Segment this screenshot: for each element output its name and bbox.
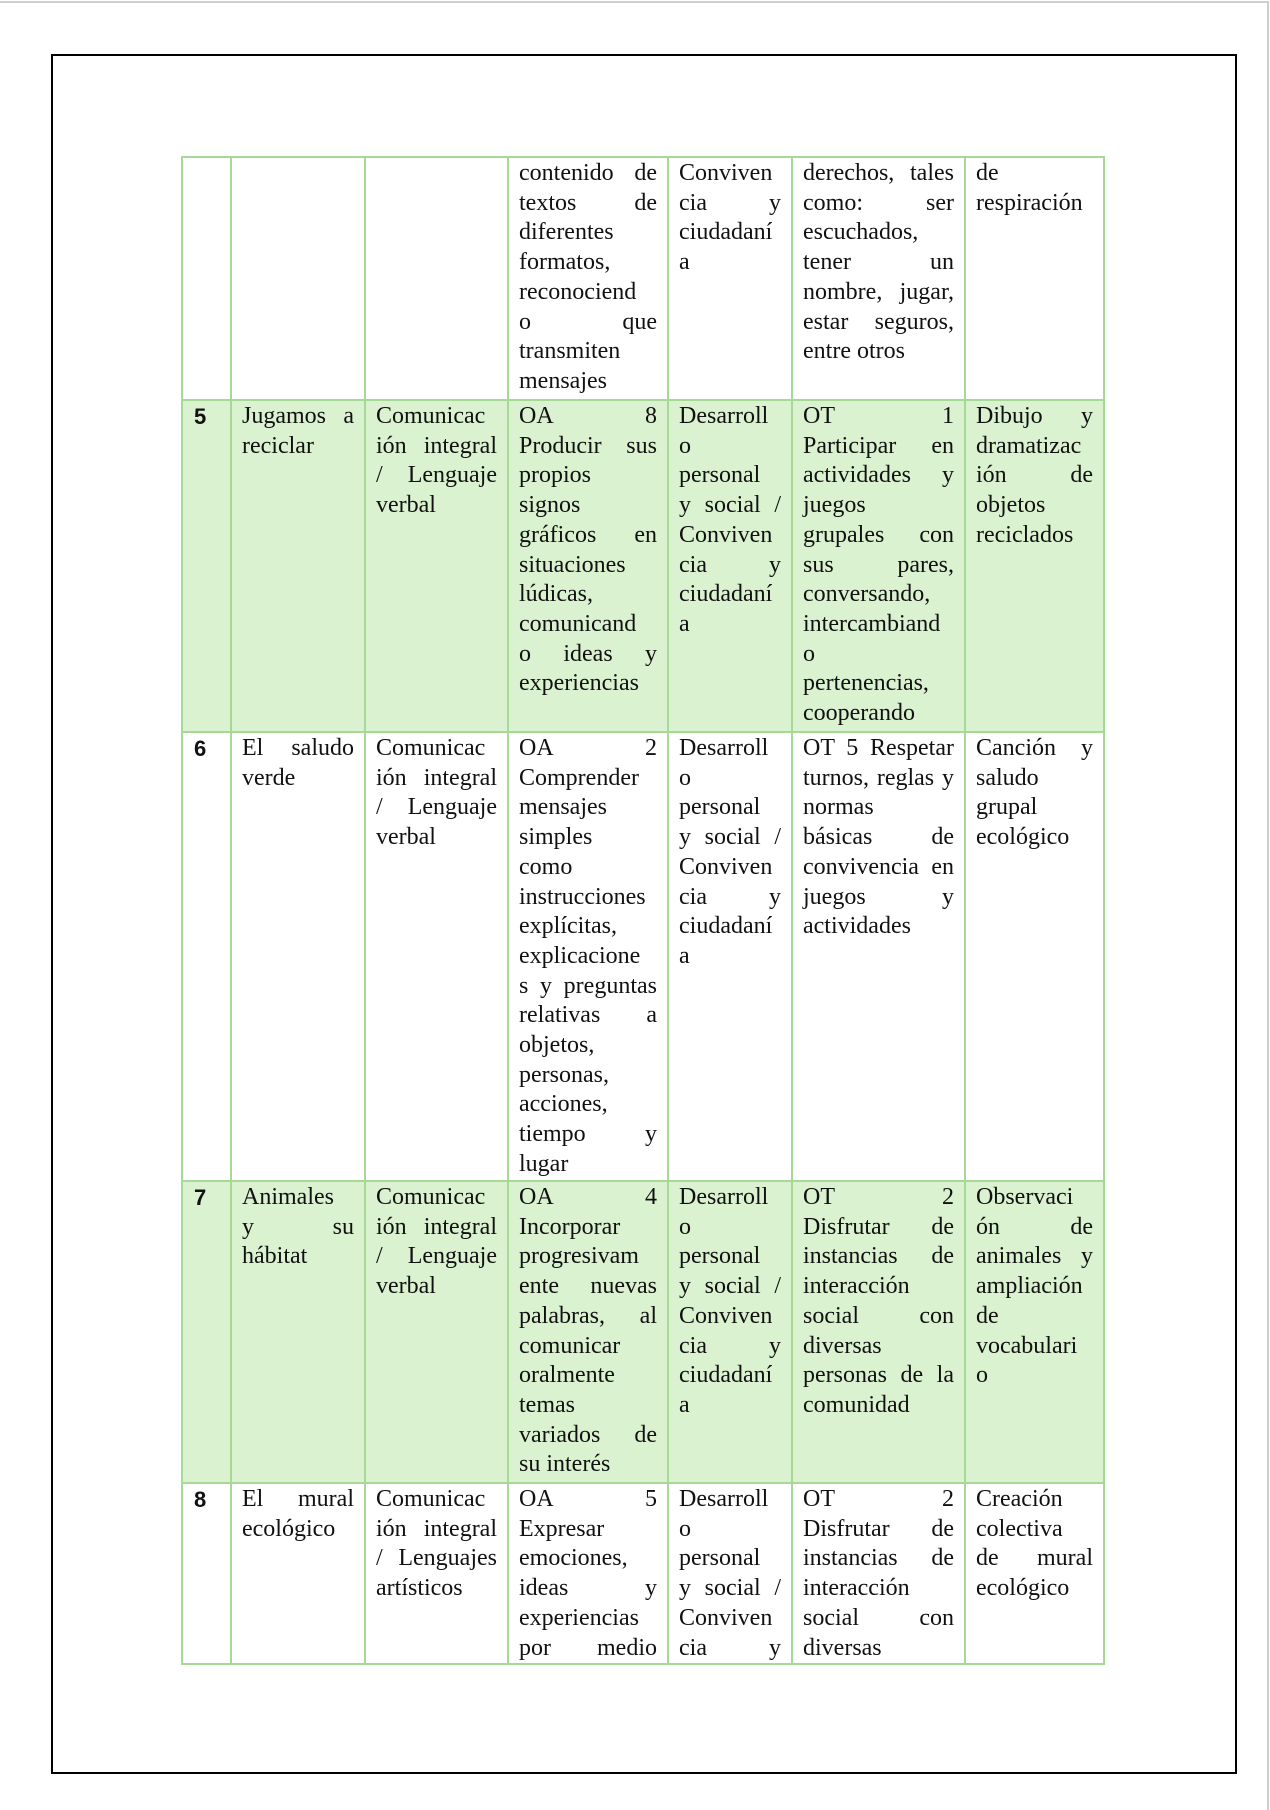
cell-text-line: ampliación [976, 1273, 1083, 1300]
cell-text-line: Comunicac [376, 735, 486, 761]
cell-text-line: Desarroll [679, 1486, 769, 1512]
cell-text-line: diferentes [519, 219, 614, 246]
cell-text-line: propios [519, 462, 591, 489]
cell-text-line: verbal [376, 492, 436, 519]
cell-text-line: artísticos [376, 1575, 463, 1602]
cell-text-line: diversas [803, 1332, 882, 1359]
cell-text-line: como [519, 853, 573, 880]
strategy-cell [965, 732, 1104, 1181]
cell-text-line: ón de [976, 1213, 1093, 1240]
cell-text-line: objetos [976, 492, 1046, 519]
cell-text-line: grupal [976, 794, 1038, 821]
cell-text-line: personas de la [803, 1362, 954, 1389]
learning-core-cell [365, 1181, 508, 1483]
cell-text-line: progresivam [519, 1243, 639, 1270]
cell-text-line: cia y [679, 1332, 781, 1359]
cell-text-line: OA 8 [519, 403, 657, 429]
cell-text-line: verbal [376, 824, 436, 851]
strategy-cell [965, 1181, 1104, 1483]
cell-text-line: ión integral [376, 764, 497, 791]
cell-text-line: explícitas, [519, 913, 617, 940]
cell-text-line: / Lenguaje [376, 462, 497, 489]
session-number-cell [182, 157, 231, 400]
cell-text-line: entre otros [803, 338, 905, 365]
cell-text-line: o [679, 764, 691, 791]
learning-objective-cell [508, 732, 668, 1181]
cell-text-line: mensajes [519, 794, 607, 821]
cell-text-line: Comunicac [376, 403, 486, 429]
cell-text-line: a [679, 942, 690, 969]
cell-text-line: respiración [976, 189, 1083, 216]
cell-text-line: contenido de [519, 160, 657, 186]
learning-core-cell [365, 1483, 508, 1664]
cell-text-line: verde [242, 764, 296, 791]
activity-name-cell [231, 1483, 365, 1664]
cell-text-line: variados de [519, 1421, 657, 1448]
cell-text-line: de [976, 160, 999, 186]
cell-text-line: diversas [803, 1634, 882, 1661]
activity-name-cell [231, 732, 365, 1181]
cell-text-line: cia y [679, 551, 781, 578]
cell-text-line: intercambiand [803, 610, 941, 637]
cell-text-line: Conviven [679, 521, 773, 548]
cell-text-line: como: ser [803, 189, 954, 216]
cell-text-line: o [679, 432, 691, 459]
cell-text-line: colectiva [976, 1515, 1063, 1542]
transversal-objective-cell [792, 1181, 965, 1483]
session-number-cell [182, 1483, 231, 1664]
cell-text-line: estar seguros, [803, 308, 954, 335]
cell-text-line: ente nuevas [519, 1273, 657, 1300]
cell-text-line: y social / [679, 1575, 781, 1602]
cell-text-line: Desarroll [679, 1184, 769, 1210]
cell-text-line: social con [803, 1604, 954, 1631]
cell-text-line: instancias de [803, 1243, 954, 1270]
cell-text-line: ciudadaní [679, 581, 773, 608]
cell-text-line: derechos, tales [803, 160, 954, 186]
cell-text-line: ciudadaní [679, 913, 773, 940]
cell-text-line: y social / [679, 492, 781, 519]
cell-text-line: ecológico [242, 1515, 336, 1542]
transversal-objective-cell [792, 400, 965, 732]
learning-objective-cell [508, 157, 668, 400]
area-cell [668, 1181, 792, 1483]
transversal-objective-cell [792, 1483, 965, 1664]
strategy-cell [965, 1483, 1104, 1664]
cell-text-line: reciclar [242, 432, 314, 459]
cell-text-line: reciclados [976, 521, 1074, 548]
strategy-cell [965, 400, 1104, 732]
transversal-objective-cell [792, 157, 965, 400]
table-row [182, 1483, 1104, 1664]
area-cell [668, 157, 792, 400]
cell-text-line: y social / [679, 824, 781, 851]
cell-text-line: comunidad [803, 1391, 910, 1418]
table-row [182, 1181, 1104, 1483]
activity-name-cell [231, 400, 365, 732]
cell-text-line: nombre, jugar, [803, 278, 954, 305]
cell-text-line: gráficos en [519, 521, 657, 548]
cell-text-line: Conviven [679, 853, 773, 880]
session-number-cell [182, 732, 231, 1181]
cell-text-line: comunicand [519, 610, 637, 637]
cell-text-line: transmiten [519, 338, 621, 365]
cell-text-line: actividades [803, 913, 911, 940]
cell-text-line: Creación [976, 1486, 1063, 1512]
cell-text-line: y social / [679, 1273, 781, 1300]
cell-text-line: emociones, [519, 1545, 628, 1572]
cell-text-line: juegos [803, 492, 866, 519]
cell-text-line: ideas y [519, 1575, 657, 1602]
cell-text-line: ciudadaní [679, 1362, 773, 1389]
cell-text-line: / Lenguaje [376, 794, 497, 821]
cell-text-line: cia y [679, 1634, 781, 1661]
cell-text-line: ecológico [976, 1575, 1070, 1602]
cell-text-line: Disfrutar de [803, 1515, 954, 1542]
cell-text-line: Expresar [519, 1515, 605, 1542]
cell-text-line: Conviven [679, 160, 773, 186]
strategy-cell [965, 157, 1104, 400]
cell-text-line: normas [803, 794, 874, 821]
session-number: 7 [194, 1185, 207, 1210]
transversal-objective-cell [792, 732, 965, 1181]
learning-core-cell [365, 400, 508, 732]
cell-text-line: El saludo [242, 735, 354, 761]
cell-text-line: dramatizac [976, 432, 1082, 459]
cell-text-line: Desarroll [679, 735, 769, 761]
cell-text-line: reconociend [519, 278, 637, 305]
cell-text-line: situaciones [519, 551, 626, 578]
cell-text-line: lúdicas, [519, 581, 593, 608]
cell-text-line: por medio [519, 1634, 657, 1661]
activity-name-cell [231, 157, 365, 400]
cell-text-line: o ideas y [519, 640, 657, 667]
cell-text-line: tener un [803, 249, 954, 276]
cell-text-line: o [679, 1515, 691, 1542]
cell-text-line: de [976, 1302, 999, 1329]
cell-text-line: instrucciones [519, 883, 646, 910]
cell-text-line: OT 2 [803, 1486, 954, 1512]
activity-name-cell [231, 1181, 365, 1483]
cell-text-line: explicacione [519, 942, 641, 969]
cell-text-line: personal [679, 1243, 761, 1270]
cell-text-line: objetos, [519, 1032, 595, 1059]
cell-text-line: OA 5 [519, 1486, 657, 1512]
cell-text-line: grupales con [803, 521, 954, 548]
cell-text-line: a [679, 1391, 690, 1418]
table-row [182, 400, 1104, 732]
cell-text-line: Comprender [519, 764, 639, 791]
session-number: 5 [194, 404, 207, 429]
learning-core-cell [365, 157, 508, 400]
cell-text-line: comunicar [519, 1332, 621, 1359]
cell-text-line: Comunicac [376, 1184, 486, 1210]
cell-text-line: ión integral [376, 432, 497, 459]
cell-text-line: interacción [803, 1575, 910, 1602]
cell-text-line: ión de [976, 462, 1093, 489]
cell-text-line: OT 5 Respetar [803, 735, 954, 761]
table-row [182, 732, 1104, 1181]
cell-text-line: Canción y [976, 735, 1093, 761]
cell-text-line: lugar [519, 1150, 569, 1177]
cell-text-line: oralmente [519, 1362, 615, 1389]
cell-text-line: OT 1 [803, 403, 954, 429]
cell-text-line: escuchados, [803, 219, 919, 246]
cell-text-line: turnos, reglas y [803, 764, 954, 791]
table-row [182, 157, 1104, 400]
cell-text-line: s y preguntas [519, 972, 657, 999]
cell-text-line: básicas de [803, 824, 954, 851]
cell-text-line: Animales [242, 1184, 334, 1210]
cell-text-line: o que [519, 308, 657, 335]
cell-text-line: personal [679, 794, 761, 821]
cell-text-line: simples [519, 824, 593, 851]
cell-text-line: Producir sus [519, 432, 657, 459]
cell-text-line: cooperando [803, 700, 915, 727]
cell-text-line: Disfrutar de [803, 1213, 954, 1240]
cell-text-line: o [803, 640, 815, 667]
cell-text-line: ión integral [376, 1515, 497, 1542]
cell-text-line: formatos, [519, 249, 611, 276]
cell-text-line: experiencias [519, 1604, 639, 1631]
cell-text-line: temas [519, 1391, 575, 1418]
table-body [182, 157, 1104, 1664]
cell-text-line: experiencias [519, 670, 639, 697]
cell-text-line: saludo [976, 764, 1039, 791]
cell-text-line: personal [679, 1545, 761, 1572]
cell-text-line: personal [679, 462, 761, 489]
cell-text-line: Comunicac [376, 1486, 486, 1512]
cell-text-line: cia y [679, 189, 781, 216]
cell-text-line: textos de [519, 189, 657, 216]
cell-text-line: / Lenguajes [376, 1545, 497, 1572]
cell-text-line: cia y [679, 883, 781, 910]
area-cell [668, 1483, 792, 1664]
cell-text-line: ciudadaní [679, 219, 773, 246]
cell-text-line: ecológico [976, 824, 1070, 851]
cell-text-line: Participar en [803, 432, 954, 459]
cell-text-line: / Lenguaje [376, 1243, 497, 1270]
cell-text-line: ión integral [376, 1213, 497, 1240]
cell-text-line: Conviven [679, 1604, 773, 1631]
cell-text-line: o [976, 1362, 988, 1389]
cell-text-line: relativas a [519, 1002, 657, 1029]
area-cell [668, 732, 792, 1181]
area-cell [668, 400, 792, 732]
cell-text-line: pertenencias, [803, 670, 929, 697]
cell-text-line: interacción [803, 1273, 910, 1300]
cell-text-line: hábitat [242, 1243, 308, 1270]
cell-text-line: OA 4 [519, 1184, 657, 1210]
cell-text-line: social con [803, 1302, 954, 1329]
session-number-cell [182, 400, 231, 732]
session-number: 6 [194, 736, 207, 761]
cell-text-line: a [679, 249, 690, 276]
cell-text-line: actividades y [803, 462, 954, 489]
cell-text-line: OA 2 [519, 735, 657, 761]
cell-text-line: convivencia en [803, 853, 954, 880]
lesson-plan-table [181, 156, 1105, 1665]
cell-text-line: animales y [976, 1243, 1093, 1270]
cell-text-line: mensajes [519, 367, 607, 394]
cell-text-line: Conviven [679, 1302, 773, 1329]
cell-text-line: sus pares, [803, 551, 954, 578]
cell-text-line: Incorporar [519, 1213, 621, 1240]
cell-text-line: verbal [376, 1273, 436, 1300]
session-number: 8 [194, 1487, 207, 1512]
session-number-cell [182, 1181, 231, 1483]
cell-text-line: Observaci [976, 1184, 1074, 1210]
cell-text-line: OT 2 [803, 1184, 954, 1210]
cell-text-line: instancias de [803, 1545, 954, 1572]
cell-text-line: juegos y [803, 883, 954, 910]
cell-text-line: Dibujo y [976, 403, 1093, 429]
cell-text-line: El mural [242, 1486, 354, 1512]
cell-text-line: y su [242, 1213, 354, 1240]
cell-text-line: a [679, 610, 690, 637]
cell-text-line: signos [519, 492, 581, 519]
cell-text-line: o [679, 1213, 691, 1240]
cell-text-line: su interés [519, 1451, 611, 1478]
cell-text-line: Desarroll [679, 403, 769, 429]
cell-text-line: vocabulari [976, 1332, 1078, 1359]
cell-text-line: personas, [519, 1061, 609, 1088]
learning-objective-cell [508, 400, 668, 732]
cell-text-line: acciones, [519, 1091, 608, 1118]
cell-text-line: tiempo y [519, 1121, 657, 1148]
learning-objective-cell [508, 1483, 668, 1664]
cell-text-line: Jugamos a [242, 403, 354, 429]
cell-text-line: palabras, al [519, 1302, 657, 1329]
cell-text-line: de mural [976, 1545, 1093, 1572]
cell-text-line: conversando, [803, 581, 931, 608]
learning-objective-cell [508, 1181, 668, 1483]
learning-core-cell [365, 732, 508, 1181]
